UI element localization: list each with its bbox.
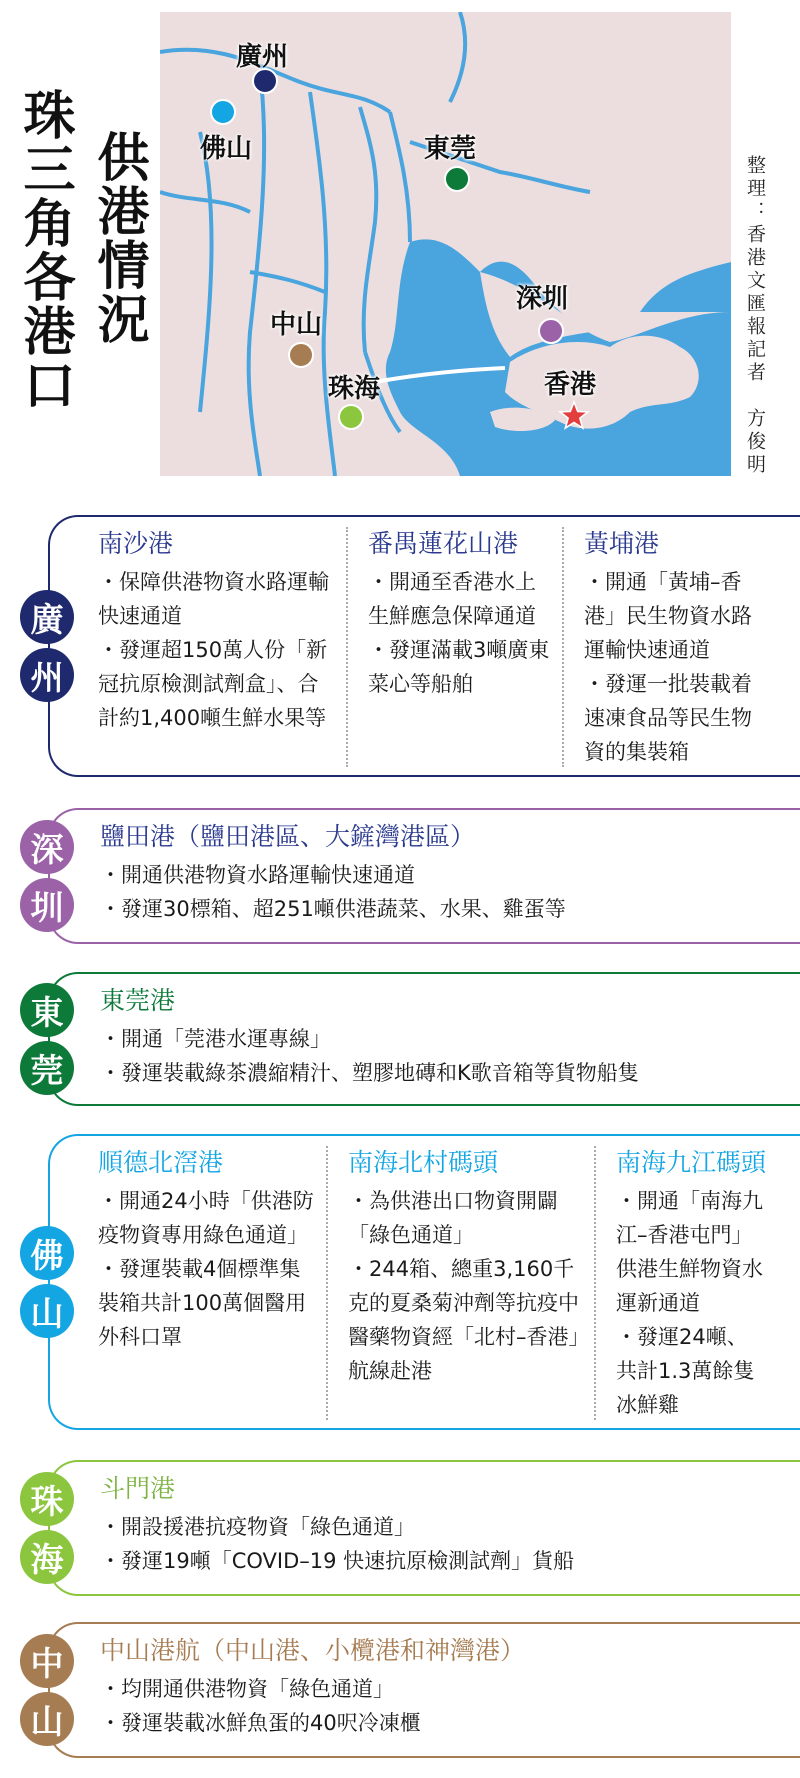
page-title: 珠三角各港口 [14,88,75,412]
port-item: ・ 開通24小時「供港防疫物資專用綠色通道」 [98,1184,314,1252]
port-item: ・ 開通「南海九江–香港屯門」供港生鮮物資水運新通道 [616,1184,764,1320]
city-pills [20,1634,74,1746]
port-item: ・ 均開通供港物資「綠色通道」 [100,1672,766,1706]
city-pills [20,1472,74,1584]
port-item: ・ 發運超150萬人份「新冠抗原檢測試劑盒」、合計約1,400噸生鮮水果等 [98,633,334,735]
page-subtitle: 供港情況 [88,130,149,346]
port-name: 番禺蓮花山港 [368,529,519,558]
section-foshan [30,1134,776,1430]
shenzhen-marker [538,318,564,344]
port-column [562,527,772,767]
section-guangzhou [30,515,776,777]
port-name: 南沙港 [98,529,174,558]
port-column [594,1146,776,1420]
port-block [100,1472,766,1578]
port-item: ・ 發運19噸「COVID–19 快速抗原檢測試劑」貨船 [100,1544,766,1578]
port-column [98,527,346,767]
port-name: 鹽田港（鹽田港區、大鏟灣港區） [100,822,476,851]
port-item: ・ 發運滿載3噸廣東菜心等船舶 [368,633,550,701]
hong-kong-star-icon [558,400,590,432]
port-block [100,1634,766,1740]
section-dongguan [30,972,776,1106]
port-item: ・ 發運30標箱、超251噸供港蔬菜、水果、雞蛋等 [100,892,766,926]
port-column [346,527,562,767]
city-char: 山 [20,1284,74,1338]
credit-line: 整理：香港文匯報記者 方俊明 [744,155,766,477]
port-block [100,820,766,926]
port-item: ・ 244箱、總重3,160千克的夏桑菊沖劑等抗疫中醫藥物資經「北村–香港」航線赴港 [348,1252,582,1388]
port-columns [98,527,776,767]
port-item: ・ 開設援港抗疫物資「綠色通道」 [100,1510,766,1544]
city-char: 深 [20,820,74,874]
city-char: 東 [20,983,74,1037]
city-char: 山 [20,1692,74,1746]
port-item: ・ 發運裝載冰鮮魚蛋的40呎冷凍櫃 [100,1706,766,1740]
city-char: 佛 [20,1226,74,1280]
city-char: 圳 [20,878,74,932]
zhongshan-marker [288,342,314,368]
city-pills [20,820,74,932]
port-name: 南海九江碼頭 [616,1148,767,1177]
port-columns [98,1146,776,1420]
city-pills [20,1226,74,1338]
port-item: ・ 為供港出口物資開闢「綠色通道」 [348,1184,582,1252]
port-item: ・ 發運24噸、共計1.3萬餘隻冰鮮雞 [616,1320,764,1422]
port-item: ・ 發運裝載4個標準集裝箱共計100萬個醫用外科口罩 [98,1252,314,1354]
hong-kong-label: 香港 [544,370,597,400]
port-item: ・ 發運一批裝載着速凍食品等民生物資的集裝箱 [584,667,760,769]
guangzhou-label: 廣州 [236,42,289,72]
port-name: 黃埔港 [584,529,660,558]
section-zhongshan [30,1622,776,1758]
map-svg [160,12,731,476]
port-column [98,1146,326,1420]
section-shenzhen [30,808,776,944]
city-pills [20,590,74,702]
city-char: 廣 [20,590,74,644]
foshan-label: 佛山 [200,134,253,164]
port-item: ・ 發運裝載綠茶濃縮精汁、塑膠地磚和K歌音箱等貨物船隻 [100,1056,766,1090]
city-pills [20,983,74,1095]
port-item: ・ 開通「莞港水運專線」 [100,1022,766,1056]
city-char: 珠 [20,1472,74,1526]
port-name: 南海北村碼頭 [348,1148,499,1177]
city-char: 州 [20,648,74,702]
port-item: ・ 開通至香港水上生鮮應急保障通道 [368,565,550,633]
dongguan-label: 東莞 [424,134,477,164]
port-name: 東莞港 [100,986,176,1015]
dongguan-marker [444,166,470,192]
port-block [100,984,766,1090]
zhuhai-label: 珠海 [328,374,381,404]
port-name: 順德北滘港 [98,1148,224,1177]
zhongshan-label: 中山 [270,310,323,340]
pearl-river-delta-map [160,12,731,476]
section-zhuhai [30,1460,776,1596]
port-column [326,1146,594,1420]
port-item: ・ 開通「黃埔–香港」民生物資水路運輸快速通道 [584,565,760,667]
city-char: 海 [20,1530,74,1584]
zhuhai-marker [338,404,364,430]
port-name: 中山港航（中山港、小欖港和神灣港） [100,1636,526,1665]
port-item: ・ 開通供港物資水路運輸快速通道 [100,858,766,892]
city-char: 中 [20,1634,74,1688]
port-name: 斗門港 [100,1474,176,1503]
city-char: 莞 [20,1041,74,1095]
shenzhen-label: 深圳 [516,284,569,314]
port-item: ・ 保障供港物資水路運輸快速通道 [98,565,334,633]
foshan-marker [210,99,236,125]
